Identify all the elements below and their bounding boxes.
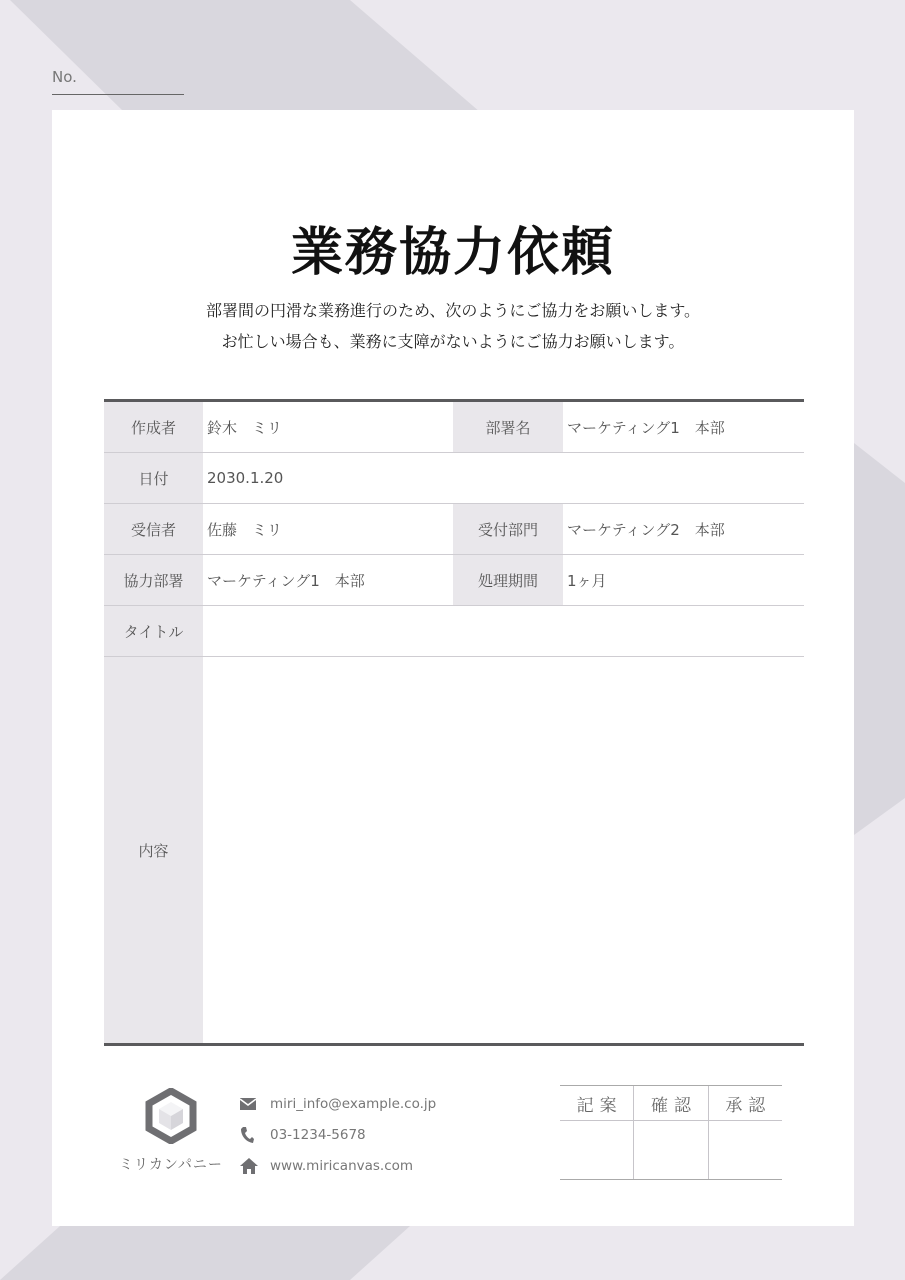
label-period: 処理期間	[453, 555, 563, 605]
form-row-recipient	[104, 504, 804, 555]
document-page	[52, 110, 854, 1226]
label-department: 部署名	[453, 402, 563, 452]
background-shape-right	[854, 443, 905, 835]
company-name: ミリカンパニー	[119, 1157, 223, 1173]
form-row-author	[104, 402, 804, 453]
label-recipient: 受信者	[104, 504, 203, 554]
hexagon-cube-icon	[145, 1088, 197, 1144]
phone-number[interactable]: 03-1234-5678	[270, 1126, 366, 1143]
approval-stamp-approve[interactable]	[709, 1121, 782, 1179]
intro-line-2: お忙しい場合も、業務に支障がないようにご協力お願いします。	[221, 332, 685, 351]
mail-icon	[240, 1098, 270, 1110]
approval-stamp-check[interactable]	[634, 1121, 707, 1179]
home-icon	[240, 1158, 270, 1174]
approval-head-draft: 記案	[560, 1086, 633, 1121]
label-author: 作成者	[104, 402, 203, 452]
approval-col-draft	[560, 1086, 634, 1179]
label-title: タイトル	[104, 606, 203, 656]
email-link[interactable]: miri_info@example.co.jp	[270, 1095, 437, 1112]
page-title: 業務協力依頼	[290, 223, 615, 283]
form-row-coop-dept	[104, 555, 804, 606]
background-shape-bottom	[0, 1226, 410, 1280]
field-date[interactable]: 2030.1.20	[207, 469, 284, 487]
label-coop-dept: 協力部署	[104, 555, 203, 605]
document-number-label: No.	[52, 68, 77, 86]
approval-head-approve: 承認	[709, 1086, 782, 1121]
field-receiving-dept[interactable]: マーケティング2 本部	[567, 520, 725, 539]
intro-line-1: 部署間の円滑な業務進行のため、次のようにご協力をお願いします。	[205, 301, 701, 320]
form-row-content	[104, 657, 804, 1043]
company-logo	[116, 1088, 226, 1174]
field-recipient[interactable]: 佐藤 ミリ	[207, 520, 283, 539]
contact-info	[240, 1088, 436, 1181]
phone-icon	[240, 1126, 270, 1144]
request-form-table	[104, 399, 804, 1046]
approval-head-check: 確認	[634, 1086, 707, 1121]
intro-text	[52, 295, 854, 357]
approval-col-check	[634, 1086, 708, 1179]
document-number-field[interactable]	[52, 94, 184, 95]
field-period[interactable]: 1ヶ月	[567, 571, 607, 590]
field-department[interactable]: マーケティング1 本部	[567, 418, 725, 437]
label-receiving-dept: 受付部門	[453, 504, 563, 554]
field-coop-dept[interactable]: マーケティング1 本部	[207, 571, 365, 590]
contact-email	[240, 1088, 436, 1119]
contact-phone	[240, 1119, 436, 1150]
form-row-date	[104, 453, 804, 504]
approval-stamp-draft[interactable]	[560, 1121, 633, 1179]
approval-stamp-table	[560, 1085, 782, 1180]
background-shape-top	[0, 0, 480, 112]
approval-col-approve	[709, 1086, 782, 1179]
field-author[interactable]: 鈴木 ミリ	[207, 418, 283, 437]
field-title[interactable]	[203, 606, 804, 656]
label-content: 内容	[104, 657, 203, 1043]
label-date: 日付	[104, 453, 203, 503]
field-content[interactable]	[203, 657, 804, 1043]
website-link[interactable]: www.miricanvas.com	[270, 1157, 414, 1174]
contact-website	[240, 1150, 436, 1181]
form-row-title	[104, 606, 804, 657]
